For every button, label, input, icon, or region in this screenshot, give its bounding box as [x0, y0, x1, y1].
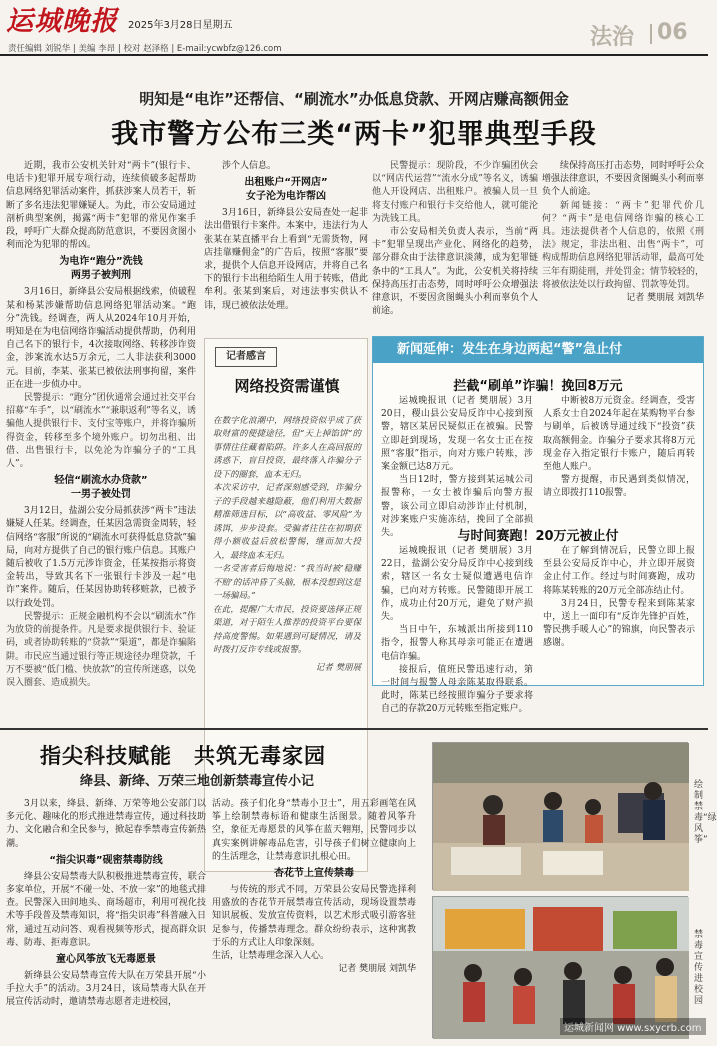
- bottom-column-1: [6, 798, 206, 1042]
- extension-story2-col2: [543, 545, 695, 681]
- bottom-sub3: 杏花节上宣传禁毒: [274, 868, 354, 880]
- bottom-col2-end: 生活，让禁毒理念深入人心。: [212, 951, 330, 962]
- case2-tip: 民警提示：正规金融机构不会以“刷流水”作为放贷的前提条件。凡是要求提供银行卡、验证码，或者协助转账的“贷款”“渠道”，都是诈骗陷阱。市民应当通过银行等正规途径办理贷款，千万不要被“低门槛、快放款”的宣传所迷惑，以免误入圈套、造成损失。: [6, 611, 196, 688]
- story2-para4: 在了解到情况后，民警立即上报至县公安局反诈中心，并立即开展资金止付工作。经过与时间赛跑，成功将陈某转账的20万元全部冻结止付。: [543, 546, 695, 596]
- story2-para5: 3月24日，民警专程来到陈某家中，送上一面印有“反诈先锋护百姓，警民携手暖人心”的锦旗，向民警表示感谢。: [543, 598, 695, 649]
- bottom-sub1: “指尖识毒”砚密禁毒防线: [49, 854, 163, 866]
- extension-story1-col2: [543, 395, 695, 523]
- story1-para4: 警方提醒，市民遇到类似情况，请立即拨打110报警。: [543, 475, 695, 499]
- story1-para1: 运城晚报讯（记者 樊朋展）3月20日，稷山县公安局反诈中心接到预警，辖区某居民疑似正在被骗。民警立即赶到现场，发现一名女士正在按照“客服”指示，向对方账户转账，涉案金额已达8万元。: [381, 396, 533, 473]
- commentary-text: 在数字化浪潮中，网络投资似乎成了获取财富的便捷途径，但“天上掉馅饼”的事情往往藏着陷阱。许多人在高回报的诱惑下，盲目投资，最终落入诈骗分子设下的圈套，血本无归。 本次采访中，记者深刻感受到，诈骗分子的手段越来越隐蔽，他们利用大数据精准筛选目标，以“高收益、零风险”为诱饵，步步设套。受骗者往往在初期获得小额收益后放松警惕，继而加大投入，最终血本无归。 一名受害者后悔地说：“我当时被‘稳赚不赔’的话冲昏了头脑，根本没想到这是一场骗局。” 在此，提醒广大市民，投资要选择正规渠道，对于陌生人推荐的投资平台要保持高度警惕。如果遇到可疑情况，请及时拨打反诈专线或报警。: [213, 415, 361, 655]
- case2-title: 轻信“刷流水办贷款” 一男子被处罚: [54, 475, 148, 501]
- section-divider: [650, 24, 652, 44]
- bottom-headline: 指尖科技赋能 共筑无毒家园: [40, 744, 326, 768]
- masthead: [0, 0, 708, 56]
- bottom-subheadline: 绛县、新绛、万荣三地创新禁毒宣传小记: [80, 774, 315, 789]
- sidebar-knowledge: 新闻链接：“两卡”犯罪代价几何？“两卡”是电信网络诈骗的核心工具。违法提供者个人信息的，依照《刑法》规定，非法出租、出售“两卡”，可构成帮助信息网络犯罪活动罪，最高可处三年有期徒刑，并处罚金；情节较轻的，将被依法处以行政拘留、罚款等处罚。: [542, 200, 705, 290]
- col2-top: 涉个人信息。: [222, 161, 277, 171]
- issue-date: 2025年3月28日星期五: [128, 20, 233, 31]
- extension-story2-title: 与时间赛跑！20万元被止付: [457, 529, 619, 544]
- site-watermark: 运城新闻网 www.sxycrb.com: [560, 1018, 706, 1035]
- lead-column-3: [372, 160, 538, 332]
- bottom-sub3-text: 与传统的形式不同，万荣县公安局民警选择利用盛放的杏花节开展禁毒宣传活动，现场设置禁毒知识展板、发放宣传资料，以艺术形式吸引游客驻足参与，传播禁毒理念。群众纷纷表示，这种寓教于乐的方式让人印象深刻。: [212, 885, 416, 948]
- commentary-title: 网络投资需谨慎: [234, 377, 340, 395]
- col3-tip: 民警提示：现阶段，不少诈骗团伙会以“网店代运营”“流水分成”等名义，诱骗他人开设网店、出租账户。被骗人员一旦将支付账户和银行卡交给他人，就可能沦为洗钱工具。: [372, 161, 538, 224]
- masthead-rule: [0, 54, 708, 56]
- story1-para3: 当日12时，警方接到某运城公司报警称，一女士被诈骗后向警方报警，该公司立即启动涉诈止付机制，对涉案账户实施冻结，挽回了全部损失。: [381, 475, 533, 539]
- commentary-body: [213, 401, 361, 861]
- bottom-sub1-text: 绛县公安局禁毒大队积极推进禁毒宣传，联合多家单位，开展“不碰一处、不放一家”的地毯式排查。民警深入田间地头、商场超市，利用可视化技术等手段普及禁毒知识，将“指尖识毒”科普融入日常，通过互动问答、观看视频等形式，提高群众识毒、防毒、拒毒意识。: [6, 871, 206, 948]
- photo-campus-event: [432, 896, 688, 1038]
- lead-column-1: [6, 160, 196, 720]
- commentary-byline: 记者 樊朋展: [315, 662, 361, 673]
- photo-caption-1: 绘制禁毒“绿风筝”: [694, 780, 717, 845]
- bottom-col2-text: 活动。孩子们化身“禁毒小卫士”，用五彩画笔在风筝上绘制禁毒标语和健康生活图景。随着风筝升空，象征无毒愿景的风筝在蓝天翱翔，民警同步以真实案例讲解毒品危害，引导孩子们树立健康向上的生活理念，让禁毒意识扎根心田。: [212, 799, 416, 862]
- bottom-intro: 3月以来，绛县、新绛、万荣等地公安部门以多元化、趣味化的形式推进禁毒宣传，通过科技助力、文化融合和全民参与，掀起春季禁毒宣传新热潮。: [6, 799, 206, 849]
- section-name: 法治: [590, 25, 635, 50]
- news-extension-panel: [372, 336, 704, 715]
- lead-headline: 我市警方公布三类“两卡”犯罪典型手段: [111, 119, 597, 150]
- extension-story1-col1: [381, 395, 533, 539]
- story2-para2: 当日中午，东城派出所接到110指令，报警人称其母亲可能正在遭遇电信诈骗。: [381, 625, 533, 662]
- col4-text: 续保持高压打击态势，同时呼吁公众增强法律意识，不要因贪图蝇头小利而辜负个人前途。: [542, 161, 705, 198]
- news-extension-bar: 新闻延伸：发生在身边两起“警”急止付: [373, 337, 703, 363]
- lead-column-2: [204, 160, 368, 332]
- bottom-sub2: 童心风筝放飞无毒愿景: [56, 954, 156, 966]
- lead-intro: 近期，我市公安机关针对“两卡”(银行卡、电话卡)犯罪开展专项行动，连续侦破多起帮助信息网络犯罪活动案件，抓获涉案人员若干，斩断了多名违法犯罪嫌疑人。为此，市公安局通过剖析典型案例，揭露“两卡”犯罪的常见作案手段，呼吁广大群众提高防范意识，不要因贪图小利而沦为犯罪的帮凶。: [6, 161, 196, 251]
- story1-para2: 中断被8万元资金。经调查，受害人系女士自2024年起在某购物平台参与刷单，后被诱导通过线下“投资”获取高额佣金。诈骗分子要求其将8万元现金存入指定银行卡账户，随后再转至他人账户。: [543, 396, 695, 473]
- photo-kite-painting-image: [433, 743, 689, 891]
- case3-title: 出租账户“开网店” 女子沦为电诈帮凶: [244, 177, 328, 203]
- col3-text: 市公安局相关负责人表示，当前“两卡”犯罪呈现出产业化、网络化的趋势，部分群众由于法律意识淡薄，成为犯罪链条中的“工具人”。为此，公安机关将持续保持高压打击态势，同时呼吁公众增强法律意识，不要因贪图蝇头小利而辜负个人前途。: [372, 227, 538, 317]
- extension-story1-title: 拦截“刷单”诈骗！挽回8万元: [453, 379, 623, 394]
- newspaper-logo: 运城晚报: [6, 6, 118, 37]
- story2-para1: 运城晚报讯（记者 樊朋展）3月22日，盐湖公安分局反诈中心接到线索，辖区一名女士疑似遭遇电信诈骗，已向对方转账。民警随即开展工作，成功止付20万元，避免了财产损失。: [381, 546, 533, 623]
- lead-column-4: [542, 160, 704, 332]
- bottom-byline: 记者 樊朋展 刘凯华: [338, 964, 416, 975]
- story2-para3: 接报后，值班民警迅速行动，第一时间与报警人母亲陈某取得联系。此时，陈某已经按照诈骗分子要求将自己的存款20万元转账至指定账户。: [381, 664, 533, 715]
- case2-text: 3月12日，盐湖公安分局抓获涉“两卡”违法嫌疑人任某。经调查，任某因急需资金周转，轻信网络“客服”所说的“刷流水可获得低息贷款”骗局，向对方提供了自己的银行账户信息。其账户随后被收了1.5万元涉诈资金，任某按指示将资金转出，导致其名下一张银行卡涉及一起“电诈”案件。随后，任某因协助转移赃款，已被予以行政处罚。: [6, 506, 196, 609]
- extension-story2-col1: [381, 545, 533, 715]
- bottom-section-rule: [0, 728, 708, 730]
- case1-title: 为电诈“跑分”洗钱 两男子被判刑: [59, 256, 143, 282]
- page-number: 06: [657, 20, 688, 45]
- case1-tip: 民警提示：“跑分”团伙通常会通过社交平台招募“车手”，以“刷流水”“兼职返利”等名义，诱骗他人提供银行卡、支付宝等账户，并将诈骗所得资金，转移至多个境外账户。切勿出租、出借、出售银行卡，以免沦为诈骗分子的“工具人”。: [6, 393, 196, 470]
- editor-credits: 责任编辑 刘锐华 | 美编 李昂 | 校对 赵泽格 | E-mail:ycwbfz@126.com: [8, 44, 282, 54]
- lead-byline: 记者 樊朋展 刘凯华: [626, 293, 704, 304]
- photo-caption-2: 禁毒宣传进校园: [694, 930, 704, 1006]
- photo-kite-painting: [432, 742, 688, 890]
- commentary-badge: 记者感言: [215, 347, 277, 367]
- case1-text: 3月16日，新绛县公安局根据线索，侦破程某和杨某涉嫌帮助信息网络犯罪活动案。“跑分”洗钱。经调查，两人从2024年10月开始，明知是在为电信网络诈骗活动提供帮助，仍利用自己名下的银行卡，4次接取网络、转移涉诈资金，涉案流水达5万余元，二人非法获利3000元。目前，李某、张某已被依法刑事拘留，案件正在进一步侦办中。: [6, 287, 196, 390]
- reporter-commentary-box: [204, 338, 368, 872]
- bottom-column-2: [212, 798, 416, 1042]
- case3-text: 3月16日，新绛县公安局查处一起非法出借银行卡案件。本案中，违法行为人张某在某直播平台上看到“无需货物，网店挂靠赚佣金”的广告后，按照“客服”要求，提供个人信息开设网店，并将自己名下的银行卡出租给陌生人用于转账，借此牟利。张某到案后，对违法事实供认不讳，现已被依法处理。: [204, 208, 368, 311]
- lead-deck: 明知是“电诈”还帮信、“刷流水”办低息贷款、开网店赚高额佣金: [139, 90, 569, 108]
- bottom-sub2-text: 新绛县公安局禁毒宣传大队在万荣县开展“小手拉大手”的活动。3月24日，该局禁毒大队在开展宣传活动时，邀请禁毒志愿者走进校园，: [6, 971, 206, 1008]
